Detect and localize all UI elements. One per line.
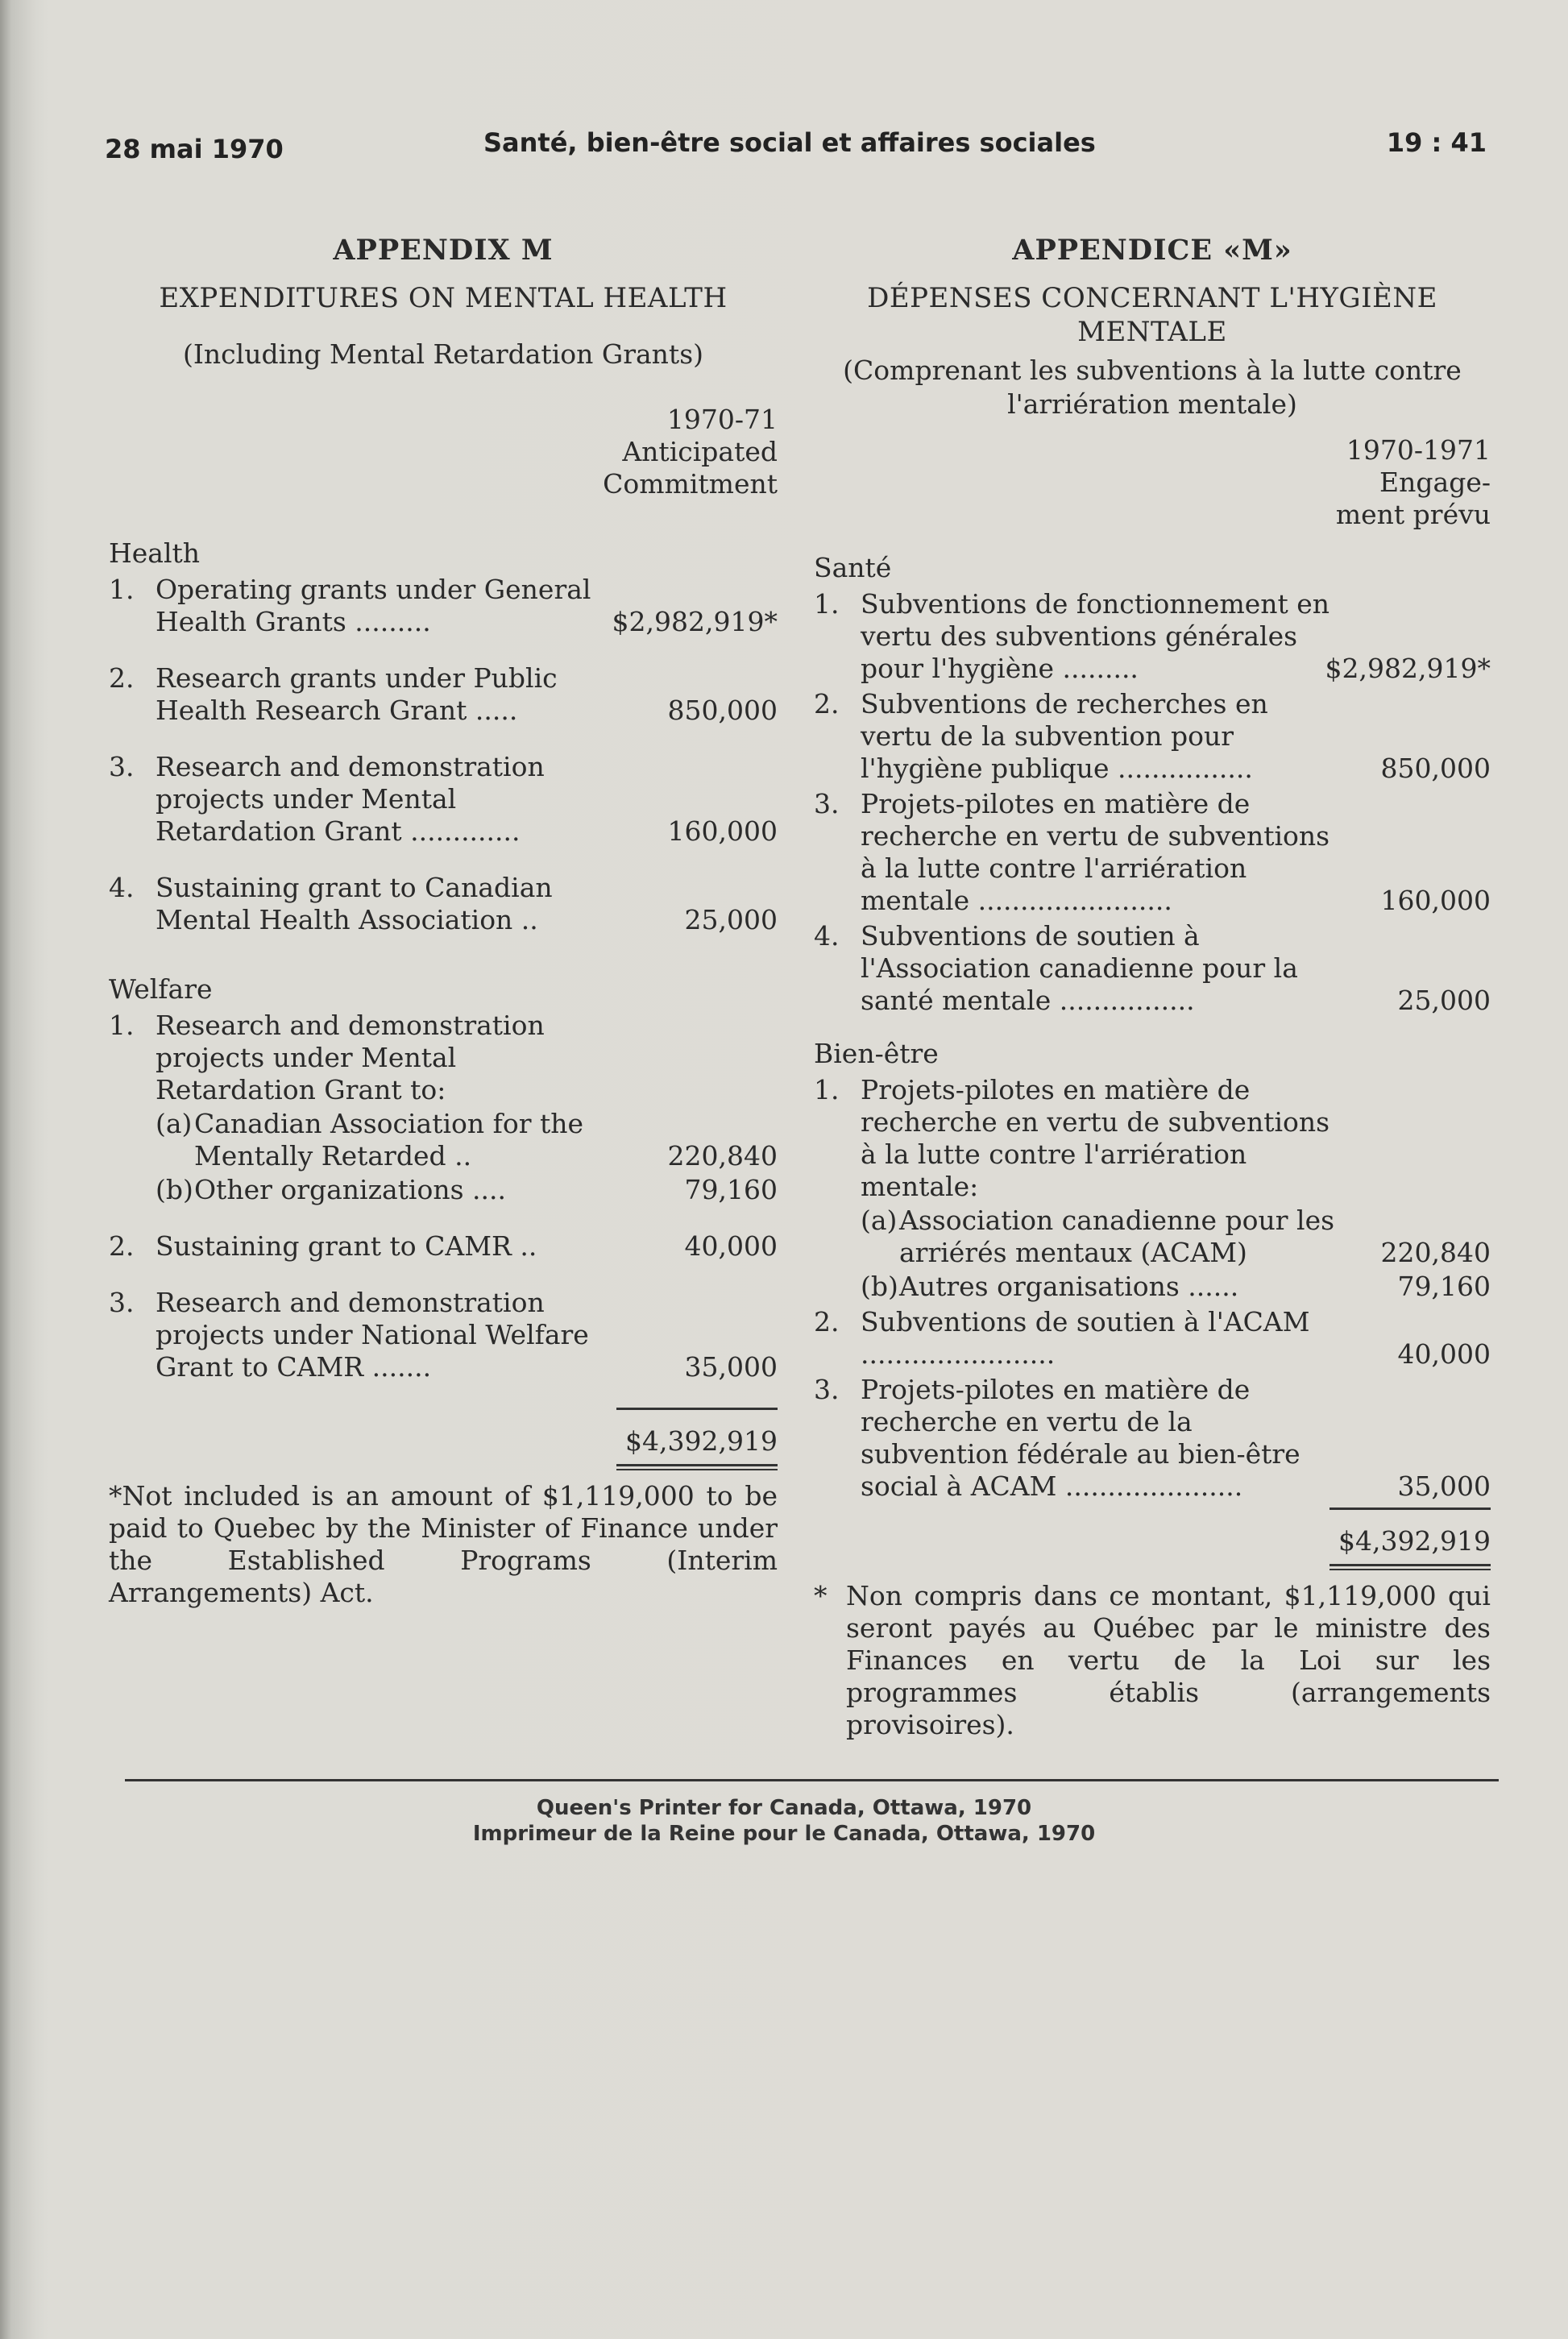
item-amount: 35,000 bbox=[1397, 1470, 1491, 1502]
printer-line-english: Queen's Printer for Canada, Ottawa, 1970 bbox=[536, 1796, 1032, 1820]
item-number: 1. bbox=[109, 1010, 135, 1041]
list-item bbox=[814, 920, 1491, 1017]
total-amount: $4,392,919 bbox=[625, 1425, 778, 1457]
sub-item bbox=[156, 1108, 778, 1172]
sub-item bbox=[156, 1174, 778, 1206]
french-column bbox=[814, 226, 1491, 1741]
sub-item-label: (b) bbox=[156, 1174, 193, 1205]
appendix-subtitle-2: (Including Mental Retardation Grants) bbox=[183, 338, 703, 370]
printer-imprint bbox=[0, 1795, 1568, 1847]
item-number: 2. bbox=[109, 662, 135, 694]
total-double-rule bbox=[616, 1464, 778, 1466]
item-amount: 25,000 bbox=[1397, 985, 1491, 1016]
section-welfare: Welfare bbox=[109, 973, 213, 1005]
list-item bbox=[109, 751, 778, 848]
item-number: 2. bbox=[814, 688, 840, 720]
item-amount: $2,982,919* bbox=[1325, 653, 1491, 684]
column-header bbox=[109, 404, 778, 500]
running-header bbox=[105, 127, 1487, 163]
item-number: 1. bbox=[109, 574, 135, 605]
header-page-number: 19 : 41 bbox=[1386, 127, 1487, 158]
list-item bbox=[814, 588, 1491, 685]
total-double-rule bbox=[1329, 1564, 1491, 1566]
sub-item-text: Canadian Association for the Mentally Retarded .. bbox=[194, 1108, 584, 1172]
item-text: Research grants under Public Health Research Grant ..... bbox=[156, 662, 558, 726]
item-number: 4. bbox=[109, 872, 135, 903]
sub-item-text: Other organizations .... bbox=[194, 1174, 506, 1205]
item-number: 4. bbox=[814, 920, 840, 952]
sub-item bbox=[861, 1205, 1491, 1269]
total-block bbox=[814, 1507, 1491, 1580]
item-amount: 850,000 bbox=[667, 695, 778, 726]
appendix-title: APPENDICE «M» bbox=[1012, 234, 1292, 267]
item-amount: 160,000 bbox=[1380, 885, 1491, 916]
printer-line-french: Imprimeur de la Reine pour le Canada, Ottawa, 1970 bbox=[472, 1822, 1096, 1846]
appendix-subtitle: DÉPENSES CONCERNANT L'HYGIÈNE MENTALE bbox=[867, 282, 1437, 348]
sub-item-amount: 220,840 bbox=[1380, 1237, 1491, 1268]
sub-item bbox=[861, 1271, 1491, 1303]
total-double-rule bbox=[616, 1469, 778, 1470]
item-number: 2. bbox=[109, 1230, 135, 1262]
item-text: Sustaining grant to CAMR .. bbox=[156, 1230, 537, 1262]
column-header-line: Engage- bbox=[1379, 467, 1491, 498]
list-item bbox=[814, 1374, 1491, 1503]
footnote: *Not included is an amount of $1,119,000 to be paid to Quebec by the Minister of Finance under the Established Programs (Interim Arrangements) Act. bbox=[109, 1480, 778, 1608]
column-header-line: Commitment bbox=[603, 468, 778, 500]
section-sante: Santé bbox=[814, 552, 892, 583]
header-date: 28 mai 1970 bbox=[105, 134, 284, 164]
item-text: Projets-pilotes en matière de recherche en vertu de la subvention fédérale au bien-être social à ACAM ..................... bbox=[861, 1374, 1300, 1502]
item-number: 1. bbox=[814, 588, 840, 620]
total-double-rule bbox=[1329, 1569, 1491, 1570]
sub-item-label: (a) bbox=[156, 1108, 193, 1139]
item-number: 3. bbox=[814, 788, 840, 819]
sub-item-amount: 79,160 bbox=[1397, 1271, 1491, 1302]
item-amount: 160,000 bbox=[667, 815, 778, 847]
item-text: Operating grants under General Health Grants ......... bbox=[156, 574, 591, 637]
item-text: Research and demonstration projects under National Welfare Grant to CAMR ....... bbox=[156, 1287, 589, 1383]
column-header-line: Anticipated bbox=[622, 436, 778, 467]
item-number: 1. bbox=[814, 1074, 840, 1105]
list-item bbox=[109, 662, 778, 727]
list-item bbox=[814, 688, 1491, 785]
item-text: Research and demonstration projects under Mental Retardation Grant to: bbox=[156, 1010, 545, 1105]
total-rule bbox=[1329, 1507, 1491, 1510]
item-amount: 25,000 bbox=[684, 904, 778, 935]
footer-rule bbox=[125, 1779, 1499, 1781]
item-text: Subventions de soutien à l'ACAM ....................... bbox=[861, 1306, 1310, 1370]
item-text: Research and demonstration projects under Mental Retardation Grant ............. bbox=[156, 751, 545, 847]
item-number: 3. bbox=[109, 1287, 135, 1318]
book-spine-shadow bbox=[0, 0, 35, 2339]
total-block bbox=[109, 1408, 778, 1480]
column-header-line: 1970-71 bbox=[666, 404, 778, 435]
item-amount: 40,000 bbox=[1397, 1338, 1491, 1370]
section-bien-etre: Bien-être bbox=[814, 1038, 939, 1069]
list-item bbox=[109, 1230, 778, 1263]
list-item bbox=[109, 1010, 778, 1206]
footnote bbox=[814, 1580, 1491, 1741]
sub-item-text: Autres organisations ...... bbox=[899, 1271, 1239, 1302]
item-text: Projets-pilotes en matière de recherche en vertu de subventions à la lutte contre l'arriération mentale ....................... bbox=[861, 788, 1330, 916]
item-amount: 40,000 bbox=[684, 1230, 778, 1262]
section-health: Health bbox=[109, 537, 201, 569]
footnote-text: Non compris dans ce montant, $1,119,000 qui seront payés au Québec par le ministre des Finances en vertu de la Loi sur les programmes établis (arrangements provisoires). bbox=[846, 1580, 1491, 1740]
header-title: Santé, bien-être social et affaires sociales bbox=[483, 127, 1096, 158]
column-header-line: 1970-1971 bbox=[1346, 434, 1491, 466]
item-text: Projets-pilotes en matière de recherche en vertu de subventions à la lutte contre l'arriération mentale: bbox=[861, 1074, 1330, 1202]
list-item bbox=[109, 1287, 778, 1383]
total-amount: $4,392,919 bbox=[1338, 1525, 1491, 1557]
list-item bbox=[109, 872, 778, 936]
item-amount: 850,000 bbox=[1380, 753, 1491, 784]
item-number: 3. bbox=[814, 1374, 840, 1405]
item-number: 3. bbox=[109, 751, 135, 782]
footnote-star: * bbox=[814, 1580, 828, 1611]
appendix-subtitle-2: (Comprenant les subventions à la lutte contre l'arriération mentale) bbox=[843, 355, 1462, 420]
item-text: Subventions de fonctionnement en vertu des subventions générales pour l'hygiène ......... bbox=[861, 588, 1330, 684]
total-rule bbox=[616, 1408, 778, 1410]
column-header-line: ment prévu bbox=[1335, 499, 1491, 530]
sub-item-amount: 220,840 bbox=[667, 1140, 778, 1172]
item-text: Subventions de soutien à l'Association canadienne pour la santé mentale ................ bbox=[861, 920, 1298, 1016]
item-text: Sustaining grant to Canadian Mental Health Association .. bbox=[156, 872, 553, 935]
sub-item-text: Association canadienne pour les arriérés mentaux (ACAM) bbox=[899, 1205, 1335, 1268]
item-amount: $2,982,919* bbox=[612, 606, 778, 637]
list-item bbox=[814, 1074, 1491, 1303]
list-item bbox=[814, 788, 1491, 917]
list-item bbox=[109, 574, 778, 638]
english-column bbox=[109, 226, 778, 1609]
item-amount: 35,000 bbox=[684, 1351, 778, 1383]
item-number: 2. bbox=[814, 1306, 840, 1337]
appendix-subtitle: EXPENDITURES ON MENTAL HEALTH bbox=[159, 282, 728, 314]
list-item bbox=[814, 1306, 1491, 1371]
column-header bbox=[814, 434, 1491, 531]
appendix-title: APPENDIX M bbox=[333, 234, 554, 267]
sub-item-label: (b) bbox=[861, 1271, 898, 1302]
sub-item-amount: 79,160 bbox=[684, 1174, 778, 1205]
item-text: Subventions de recherches en vertu de la subvention pour l'hygiène publique ................ bbox=[861, 688, 1268, 784]
sub-item-label: (a) bbox=[861, 1205, 898, 1236]
